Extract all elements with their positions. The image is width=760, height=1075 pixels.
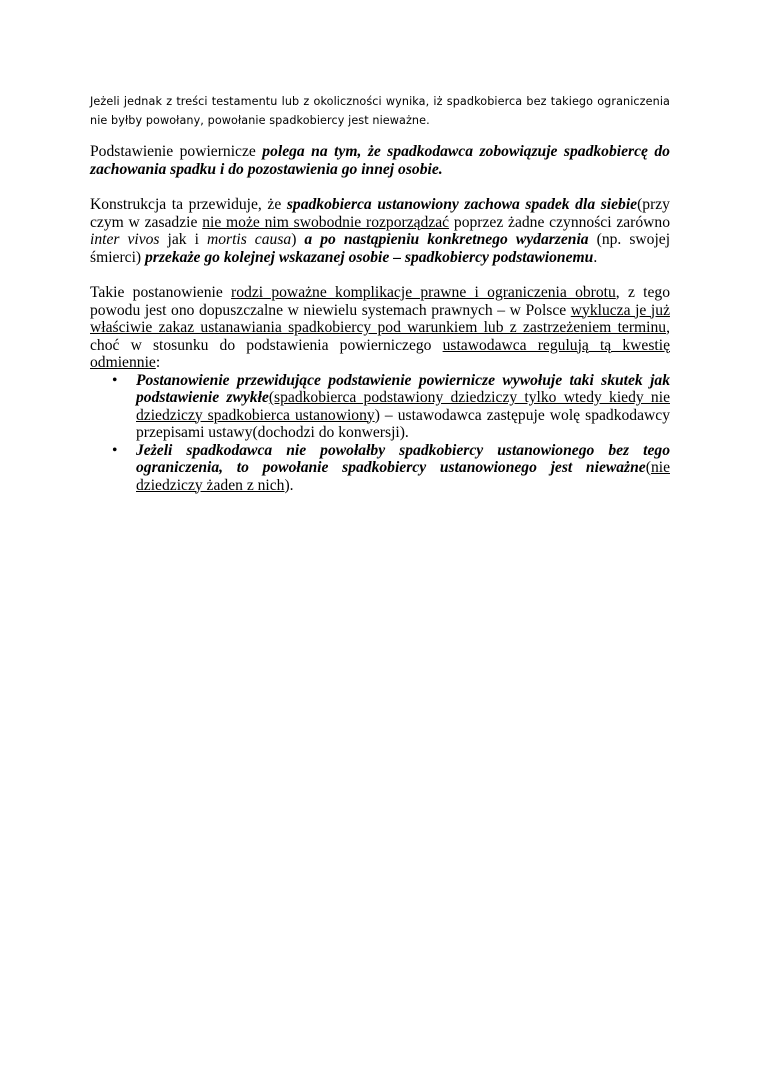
text-emphasis: a po nastąpieniu konkretnego wydarzenia: [304, 231, 589, 248]
list-item: [90, 442, 670, 495]
text-span: ).: [284, 476, 294, 494]
text-span: ): [291, 231, 305, 248]
text-span: .: [593, 248, 598, 266]
paragraph-definition: [90, 143, 670, 178]
text-emphasis: Jeżeli spadkodawca nie powołałby spadkobiercy ustanowionego bez tego ograniczenia, to powołanie spadkobiercy ustanowionego jest nieważne: [136, 441, 670, 476]
document-page: [90, 92, 670, 494]
text-span: :: [155, 354, 161, 371]
text-underlined: nie może nim swobodnie rozporządzać: [202, 213, 450, 231]
text-span: (przy czym w zasadzie: [90, 196, 670, 231]
text-span: (np. swojej śmierci): [90, 231, 671, 266]
text-emphasis: Postanowienie przewidujące podstawienie powiernicze wywołuje taki skutek jak podstawienie zwykłe: [136, 371, 670, 406]
text-span: , choć w stosunku do podstawienia powierniczego: [90, 319, 670, 354]
bullet-icon: •: [112, 441, 118, 459]
text-underlined: wyklucza je już właściwie zakaz ustanawiania spadkobiercy pod warunkiem lub z zastrzeżeniem terminu: [90, 301, 670, 336]
text-span: jak i: [159, 231, 207, 248]
paragraph-construction: [90, 196, 670, 266]
bullet-icon: •: [112, 371, 118, 389]
paragraph-provision: [90, 284, 670, 372]
text-span: Podstawienie powiernicze: [90, 143, 263, 160]
paragraph-intro: Jeżeli jednak z treści testamentu lub z okoliczności wynika, iż spadkobierca bez takiego ograniczenia nie byłby powołany, powołanie spadkobiercy jest nieważne.: [90, 95, 670, 127]
text-underlined: ustawodawca regulują tą kwestię odmiennie: [90, 336, 670, 371]
text-span: poprzez żadne czynności zarówno: [449, 213, 671, 231]
bullet-list: [90, 372, 670, 495]
text-span: (: [645, 459, 651, 476]
text-underlined: nie dziedziczy żaden z nich: [136, 459, 670, 494]
text-span: ) – ustawodawca zastępuje wolę spadkodawcy przepisami ustawy(dochodzi do konwersji).: [136, 406, 671, 441]
list-item: [90, 372, 670, 442]
text-span: Konstrukcja ta przewiduje, że: [90, 196, 287, 213]
text-span: , z tego powodu jest ono dopuszczalne w niewielu systemach prawnych – w Polsce: [90, 284, 671, 319]
text-emphasis: przekaże go kolejnej wskazanej osobie – spadkobiercy podstawionemu: [145, 248, 594, 266]
text-underlined: (spadkobierca podstawiony dziedziczy tylko wtedy kiedy nie dziedziczy spadkobierca ustanowiony: [136, 389, 670, 424]
text-underlined: rodzi poważne komplikacje prawne i ograniczenia obrotu: [231, 284, 616, 301]
text-emphasis: polega na tym, że spadkodawca zobowiązuje spadkobiercę do zachowania spadku i do pozostawienia go innej osobie.: [90, 143, 670, 178]
text-latin: mortis causa: [206, 231, 292, 248]
text-span: Takie postanowienie: [90, 284, 232, 301]
text-emphasis: spadkobierca ustanowiony zachowa spadek dla siebie: [286, 196, 638, 213]
text-latin: inter vivos: [90, 231, 160, 248]
